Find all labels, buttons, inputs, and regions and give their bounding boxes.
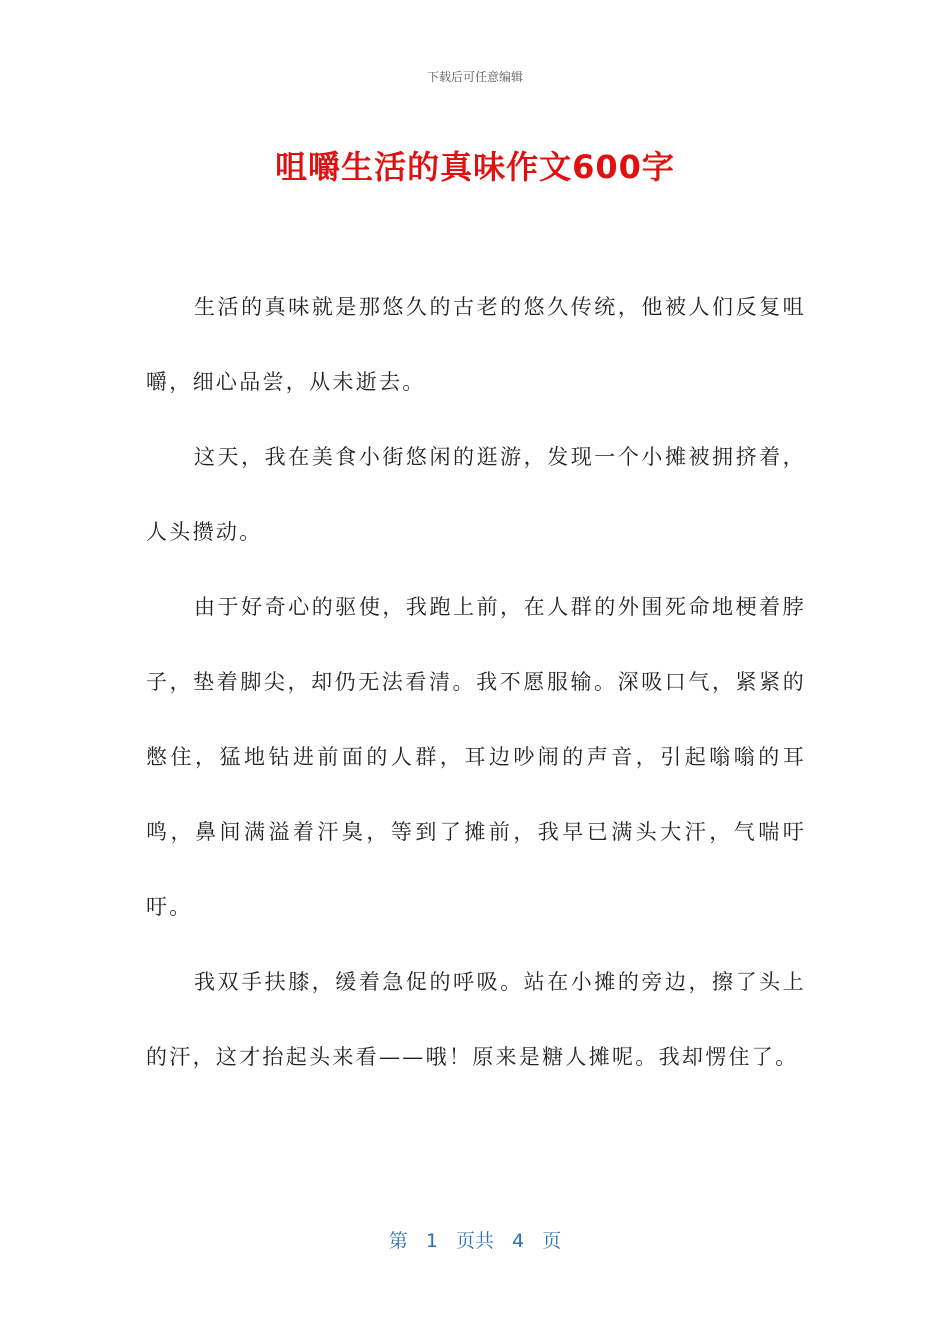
header-note: 下载后可任意编辑	[426, 70, 523, 84]
footer-page-prefix: 第	[388, 1230, 408, 1252]
paragraph-4: 我双手扶膝，缓着急促的呼吸。站在小摊的旁边，擦了头上的汗，这才抬起头来看——哦！原来是糖人摊呢。我却愣住了。	[146, 970, 806, 1069]
page-footer	[0, 1226, 950, 1253]
paragraph-3: 由于好奇心的驱使，我跑上前，在人群的外围死命地梗着脖子，垫着脚尖，却仍无法看清。我不愿服输。深吸口气，紧紧的憋住，猛地钻进前面的人群，耳边吵闹的声音，引起嗡嗡的耳鸣，鼻间满溢着汗臭，等到了摊前，我早已满头大汗，气喘吁吁。	[146, 595, 806, 919]
footer-page-middle: 页共	[455, 1230, 494, 1252]
footer-total-pages: 4	[512, 1230, 525, 1252]
footer-current-page: 1	[425, 1230, 438, 1252]
document-body	[146, 270, 806, 1095]
paragraph-1: 生活的真味就是那悠久的古老的悠久传统，他被人们反复咀嚼，细心品尝，从未逝去。	[146, 295, 806, 394]
footer-page-suffix: 页	[542, 1230, 562, 1252]
document-title: 咀嚼生活的真味作文600字	[275, 148, 675, 186]
paragraph-2: 这天，我在美食小街悠闲的逛游，发现一个小摊被拥挤着，人头攒动。	[146, 445, 806, 544]
